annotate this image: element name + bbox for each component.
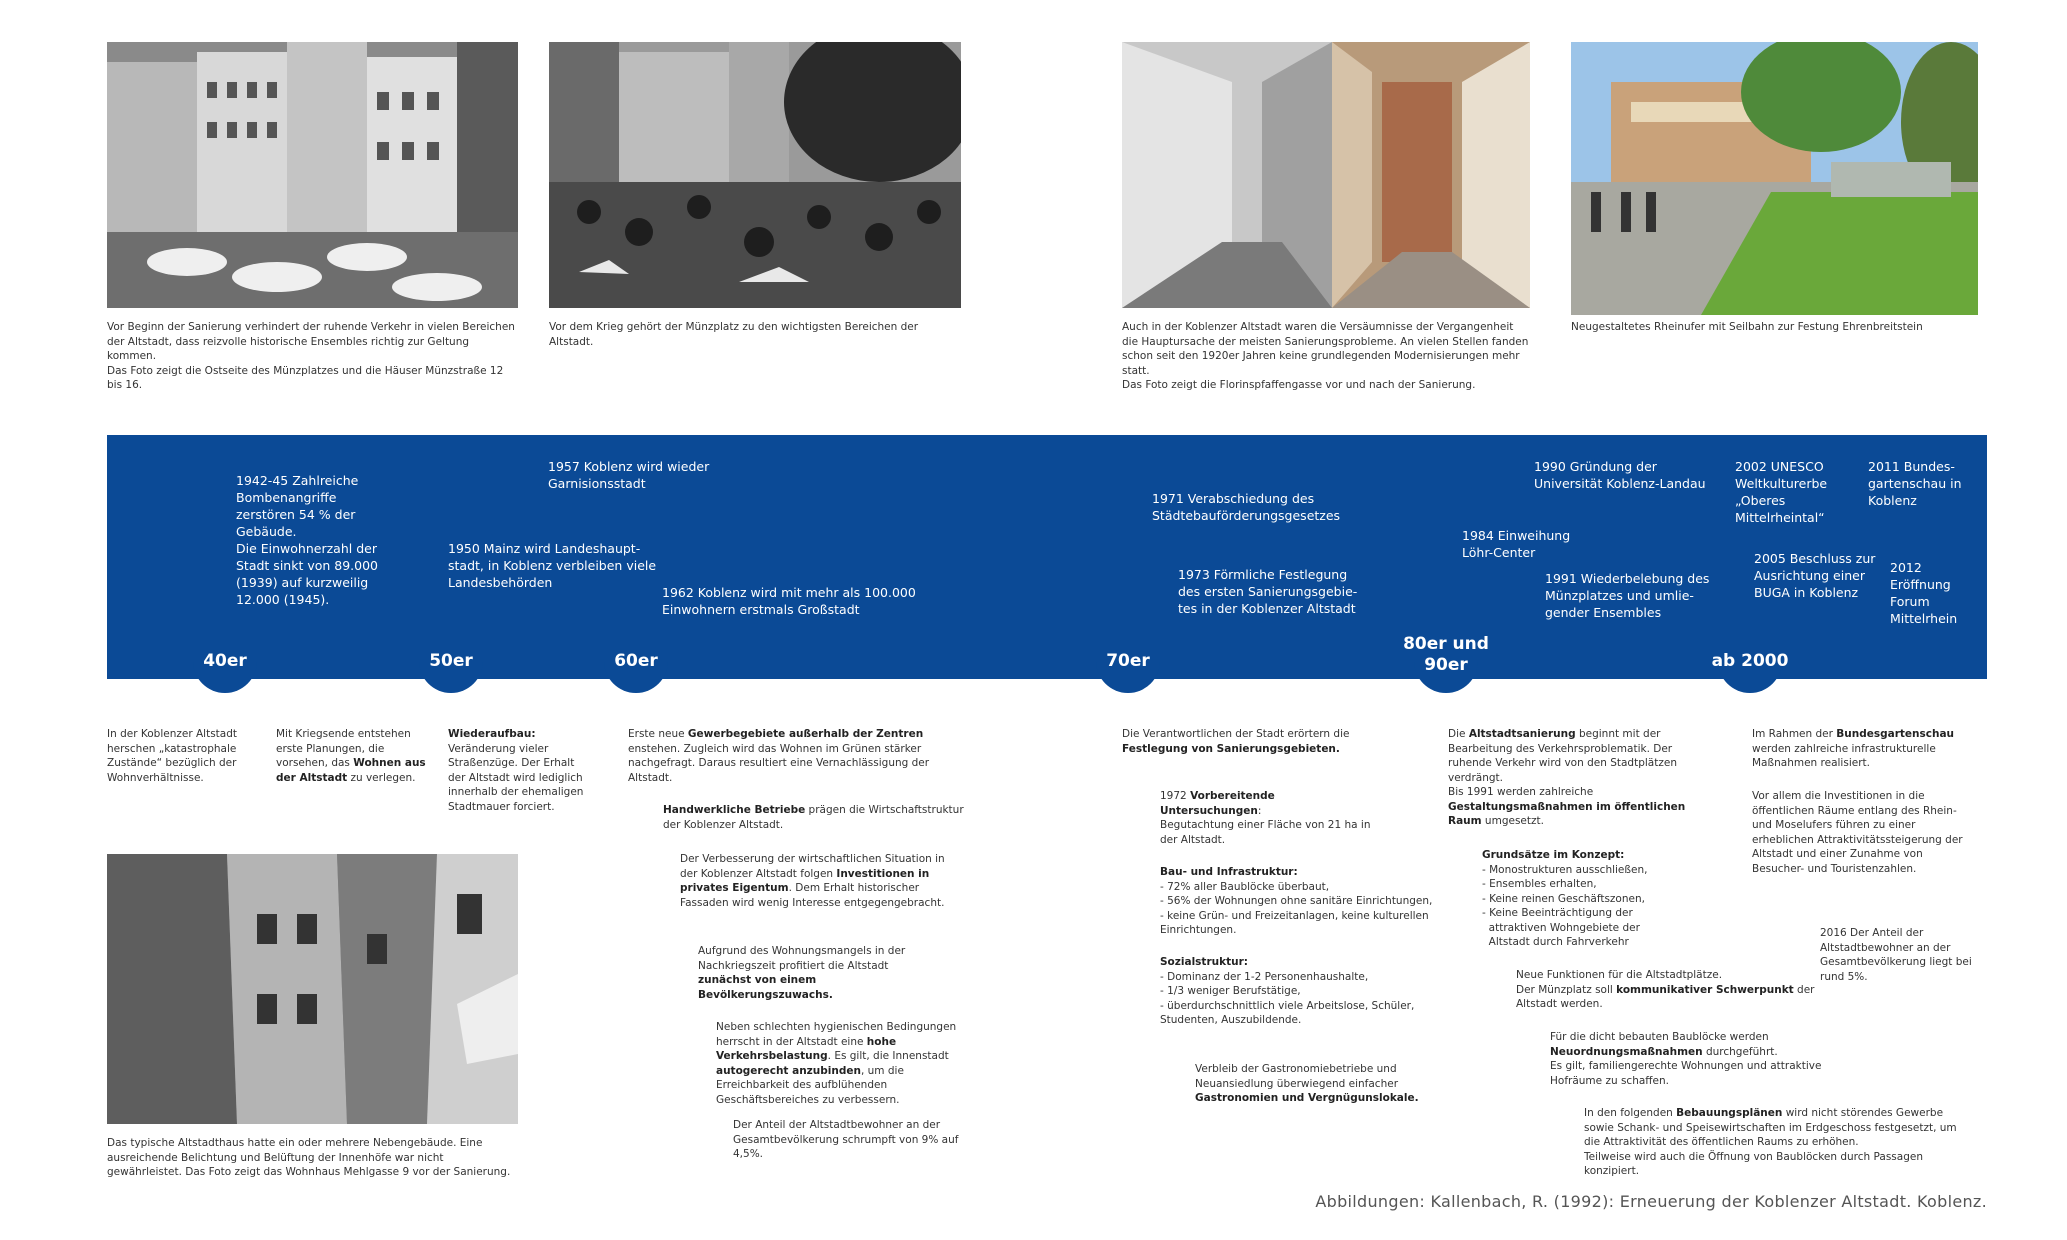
- text-40er-plans: [276, 727, 426, 785]
- text-80er-b-heading: Grundsätze im Konzept:: [1482, 849, 1625, 861]
- text-70er-e-1: Verbleib der Gastronomiebetriebe und Neuansiedlung überwiegend einfacher: [1195, 1063, 1399, 1090]
- text-80er-c-1: Neue Funktionen für die Altstadtplätze. Der Münzplatz soll: [1516, 969, 1723, 996]
- text-60er-f: Der Anteil der Altstadtbewohner an der Gesamtbevölkerung schrumpft von 9% auf 4,5%.: [733, 1119, 959, 1160]
- text-70er-a-1: Die Verantwortlichen der Stadt erörtern die: [1122, 728, 1350, 740]
- text-60er-e-5: , um die Erreichbarkeit des aufblühenden Geschäftsbereiches zu verbessern.: [716, 1064, 904, 1106]
- text-80er-a-1: Die: [1448, 728, 1469, 740]
- text-50er-heading: Wiederaufbau:: [448, 728, 536, 740]
- text-40er-conditions: In der Koblenzer Altstadt herschen „katastrophale Zustände“ bezüglich der Wohnverhältnisse.: [107, 728, 237, 784]
- event-1971: 1971 Verabschiedung des Städtebauförderungsgesetzes: [1152, 491, 1341, 523]
- text-70er-a: [1122, 727, 1372, 756]
- text-70er-b: [1160, 789, 1375, 847]
- text-80er-e-2: Bebauungsplänen: [1676, 1107, 1783, 1119]
- text-60er-c: [680, 852, 965, 910]
- photo-muenzplatz-market: [549, 42, 961, 308]
- event-1973: 1973 Förmliche Festlegung des ersten Sanierungsgebie- tes in der Koblenzer Altstadt: [1178, 567, 1358, 616]
- text-2000-a-1: Im Rahmen der: [1752, 728, 1837, 740]
- text-60er-d: [698, 944, 943, 1002]
- text-80er-a: [1448, 727, 1698, 829]
- decade-label-ab-2000: ab 2000: [1711, 651, 1789, 671]
- text-2000-a-2: Bundesgartenschau: [1836, 728, 1955, 740]
- text-70er-c-heading: Bau- und Infrastruktur:: [1160, 866, 1298, 878]
- text-70er-d-heading: Sozialstruktur:: [1160, 956, 1248, 968]
- photo-muenzplatz-traffic: [107, 42, 518, 308]
- text-60er-b: [663, 803, 968, 832]
- text-70er-e: [1195, 1062, 1435, 1106]
- caption-florinspfaffengasse: Auch in der Koblenzer Altstadt waren die Versäumnisse der Vergangenheit die Hauptursache der meisten Sanierungsprobleme. An vielen Stellen fanden schon seit den 1920er Jahren keine grundlegenden Modernisierungen mehr statt. Das Foto zeigt die Florinspfaffengasse vor und nach der Sanierung.: [1122, 321, 1529, 391]
- event-1957: 1957 Koblenz wird wieder Garnisionsstadt: [548, 459, 710, 491]
- text-40er-plans-b: Wohnen aus der Altstadt: [276, 757, 426, 784]
- event-2011: 2011 Bundes- gartenschau in Koblenz: [1868, 459, 1962, 508]
- text-60er-c-3: . Dem Erhalt historischer Fassaden wird wenig Interesse entgegengebracht.: [680, 882, 945, 909]
- text-60er-a: [628, 727, 968, 785]
- text-80er-c: [1516, 968, 1816, 1012]
- text-80er-a-5: umgesetzt.: [1481, 815, 1544, 827]
- decade-label-70er: 70er: [1106, 651, 1150, 671]
- caption-rheinufer: Neugestaltetes Rheinufer mit Seilbahn zur Festung Ehrenbreitstein: [1571, 321, 1923, 333]
- text-60er-d-2: zunächst von einem Bevölkerungszuwachs.: [698, 974, 833, 1001]
- text-80er-d-1: Für die dicht bebauten Baublöcke werden: [1550, 1031, 1769, 1043]
- decade-label-80er-90er: 80er und 90er: [1403, 634, 1489, 675]
- event-1991: 1991 Wiederbelebung des Münzplatzes und umlie- gender Ensembles: [1545, 571, 1710, 620]
- photo-rheinufer: [1571, 42, 1978, 315]
- caption-muenzplatz-traffic: Vor Beginn der Sanierung verhindert der ruhende Verkehr in vielen Bereichen der Altstadt, dass reizvolle historische Ensembles richtig zur Geltung kommen. Das Foto zeigt die Ostseite des Münzplatzes und die Häuser Münzstraße 12 bis 16.: [107, 321, 515, 391]
- event-1990: 1990 Gründung der Universität Koblenz-Landau: [1534, 459, 1706, 491]
- text-60er-b-2: prägen die Wirtschaftstruktur der Koblenzer Altstadt.: [663, 804, 964, 831]
- text-40er-plans-c: zu verlegen.: [347, 771, 416, 784]
- text-70er-b-2: Vorbereitende Untersuchungen: [1160, 790, 1275, 817]
- event-1950: 1950 Mainz wird Landeshaupt- stadt, in Koblenz verbleiben viele Landesbehörden: [448, 541, 657, 590]
- image-credit: Abbildungen: Kallenbach, R. (1992): Erneuerung der Koblenzer Altstadt. Koblenz.: [1315, 1192, 1987, 1211]
- text-2000-c: 2016 Der Anteil der Altstadtbewohner an der Gesamtbevölkerung liegt bei rund 5%.: [1820, 927, 1972, 983]
- event-2005: 2005 Beschluss zur Ausrichtung einer BUGA in Koblenz: [1754, 551, 1876, 600]
- text-60er-b-1: Handwerkliche Betriebe: [663, 804, 806, 816]
- text-60er-e: [716, 1020, 966, 1107]
- text-2000-b: Vor allem die Investitionen in die öffentlichen Räume entlang des Rhein- und Moselufers führen zu einer erheblichen Attraktivitätssteigerung der Altstadt und einer Zunahme von Besucher- und Touristenzahlen.: [1752, 790, 1963, 875]
- text-80er-d: [1550, 1030, 1840, 1088]
- text-80er-e-3: wird nicht störendes Gewerbe sowie Schank- und Speisewirtschaften im Erdgeschoss festgesetzt, um die Attraktivität des öffentlichen Raums zu erhöhen. Teilweise wird auch die Öffnung von Baublöcken durch Passagen konzipiert.: [1584, 1107, 1957, 1177]
- photo-florinspfaffengasse: [1122, 42, 1530, 308]
- text-40er-plans-a: Mit Kriegsende entstehen erste Planungen, die vorsehen, das: [276, 728, 411, 769]
- event-1942: 1942-45 Zahlreiche Bombenangriffe zerstören 54 % der Gebäude. Die Einwohnerzahl der Stadt sinkt von 89.000 (1939) auf kurzweilig 12.000 (1945).: [236, 473, 379, 607]
- text-70er-e-2: Gastronomien und Vergnügunslokale.: [1195, 1092, 1419, 1104]
- text-2000-a-3: werden zahlreiche infrastrukturelle Maßnahmen realisiert.: [1752, 742, 1936, 769]
- event-1962: 1962 Koblenz wird mit mehr als 100.000 Einwohnern erstmals Großstadt: [662, 585, 916, 617]
- text-70er-b-1: 1972: [1160, 790, 1191, 802]
- text-70er-b-3: : Begutachtung einer Fläche von 21 ha in der Altstadt.: [1160, 804, 1371, 846]
- text-80er-b-body: - Monostrukturen ausschließen, - Ensembles erhalten, - Keine reinen Geschäftszonen, - Keine Beeinträchtigung der attraktiven Wohngebiete der Altstadt durch Fahrverkehr: [1482, 863, 1648, 948]
- text-70er-c: [1160, 865, 1450, 938]
- caption-mehlgasse: Das typische Altstadthaus hatte ein oder mehrere Nebengebäude. Eine ausreichende Belichtung und Belüftung der Innenhöfe war nicht gewährleistet. Das Foto zeigt das Wohnhaus Mehlgasse 9 vor der Sanierung.: [107, 1137, 511, 1178]
- text-80er-c-2: kommunikativer Schwerpunkt: [1616, 983, 1794, 996]
- text-60er-c-1: Der Verbesserung der wirtschaftlichen Situation in der Koblenzer Altstadt folgen: [680, 853, 945, 880]
- text-80er-a-4: Gestaltungsmaßnahmen im öffentlichen Raum: [1448, 800, 1686, 827]
- decade-label-40er: 40er: [203, 651, 247, 671]
- text-70er-d-body: - Dominanz der 1-2 Personenhaushalte, - 1/3 weniger Berufstätige, - überdurchschnittlich viele Arbeitslose, Schüler, Studenten, Auszubildende.: [1160, 970, 1415, 1026]
- event-2002: 2002 UNESCO Weltkulturerbe „Oberes Mittelrheintal“: [1735, 459, 1828, 525]
- text-80er-e-1: In den folgenden: [1584, 1107, 1677, 1119]
- text-2000-a: [1752, 727, 1972, 771]
- text-60er-d-1: Aufgrund des Wohnungsmangels in der Nachkriegszeit profitiert die Altstadt: [698, 945, 906, 972]
- event-2012: 2012 Eröffnung Forum Mittelrhein: [1890, 560, 1958, 626]
- text-80er-c-3: der Altstadt werden.: [1516, 983, 1815, 1010]
- text-50er-body: Veränderung vieler Straßenzüge. Der Erhalt der Altstadt wird lediglich innerhalb der ehemaligen Stadtmauer forciert.: [448, 742, 584, 813]
- text-60er-a-3: enstehen. Zugleich wird das Wohnen im Grünen stärker nachgefragt. Daraus resultiert eine Vernachlässigung der Altstadt.: [628, 742, 930, 784]
- text-70er-d: [1160, 955, 1440, 1028]
- text-50er: [448, 727, 586, 814]
- text-80er-d-2: Neuordnungsmaßnahmen: [1550, 1045, 1703, 1058]
- text-80er-e: [1584, 1106, 1974, 1179]
- event-1984: 1984 Einweihung Löhr-Center: [1462, 528, 1571, 560]
- text-80er-a-2: Altstadtsanierung: [1468, 728, 1576, 740]
- text-80er-a-3: beginnt mit der Bearbeitung des Verkehrsproblematik. Der ruhende Verkehr wird von den Stadtplätzen verdrängt. Bis 1991 werden zahlreiche: [1448, 728, 1677, 798]
- text-80er-b: [1482, 848, 1682, 950]
- text-60er-e-2: hohe Verkehrsbelastung: [716, 1035, 897, 1062]
- decade-label-60er: 60er: [614, 651, 658, 671]
- text-60er-a-1: Erste neue: [628, 728, 688, 740]
- decade-label-50er: 50er: [429, 651, 473, 671]
- photo-mehlgasse: [107, 854, 518, 1124]
- text-60er-a-2: Gewerbegebiete außerhalb der Zentren: [687, 728, 924, 740]
- text-60er-e-1: Neben schlechten hygienischen Bedingungen herrscht in der Altstadt eine: [716, 1021, 957, 1048]
- text-80er-d-3: durchgeführt. Es gilt, familiengerechte Wohnungen und attraktive Hofräume zu schaffen.: [1550, 1045, 1822, 1087]
- text-60er-c-2: Investitionen in privates Eigentum: [680, 867, 930, 894]
- text-70er-a-2: Festlegung von Sanierungsgebieten.: [1122, 742, 1340, 755]
- text-70er-c-body: - 72% aller Baublöcke überbaut, - 56% der Wohnungen ohne sanitäre Einrichtungen, - keine Grün- und Freizeitanlagen, keine kulturellen Einrichtungen.: [1160, 880, 1433, 936]
- text-60er-e-3: . Es gilt, die Innenstadt: [827, 1050, 949, 1062]
- caption-muenzplatz-market: Vor dem Krieg gehört der Münzplatz zu den wichtigsten Bereichen der Altstadt.: [549, 321, 919, 348]
- text-60er-e-4: autogerecht anzubinden: [716, 1064, 861, 1077]
